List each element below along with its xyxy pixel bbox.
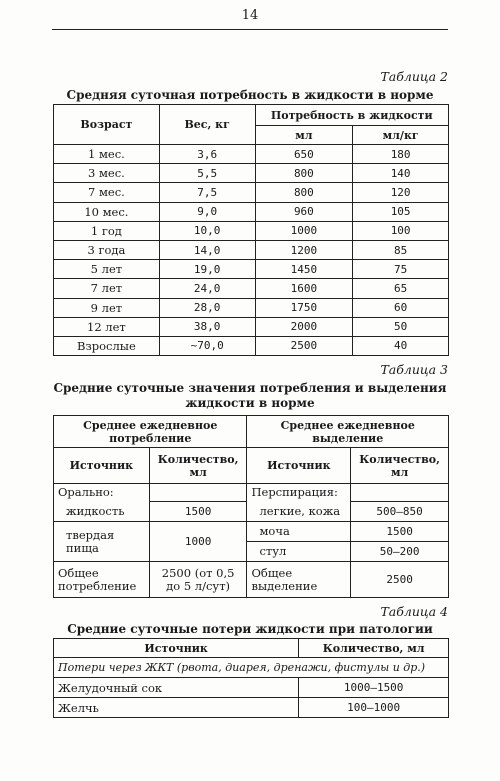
table-row	[54, 240, 449, 259]
table3-oral: Орально:	[54, 484, 150, 502]
table3-liquid-value: 1500	[149, 502, 247, 522]
table2-cell-ml: 800	[255, 164, 353, 183]
table2-cell-mlkg: 100	[353, 221, 449, 240]
table3-title-line2: жидкости в норме	[185, 396, 315, 410]
table2-body	[54, 145, 449, 356]
table2-cell-age: 12 лет	[54, 317, 160, 336]
table2-cell-ml: 800	[255, 183, 353, 202]
table3-label: Таблица 3	[380, 362, 448, 377]
page-number: 14	[241, 8, 259, 23]
table2-cell-ml: 2000	[255, 317, 353, 336]
table2-cell-ml: 1000	[255, 221, 353, 240]
table3-total-output-value: 2500	[351, 562, 449, 598]
table2-cell-mlkg: 75	[353, 260, 449, 279]
table2-cell-mlkg: 105	[353, 202, 449, 221]
table-row	[54, 279, 449, 298]
table2-cell-age: Взрослые	[54, 336, 160, 355]
table2-cell-age: 7 мес.	[54, 183, 160, 202]
table2-cell-mlkg: 140	[353, 164, 449, 183]
table2-cell-weight: 10,0	[159, 221, 255, 240]
table3-title-line1: Средние суточные значения потребления и выделения	[53, 381, 447, 395]
table3-urine: моча	[247, 522, 351, 542]
table4	[53, 638, 449, 718]
table2-cell-weight: 14,0	[159, 240, 255, 259]
table-row	[54, 317, 449, 336]
table2-cell-mlkg: 40	[353, 336, 449, 355]
table-row	[54, 698, 449, 718]
table2-cell-age: 1 мес.	[54, 145, 160, 164]
table2-header-need: Потребность в жидкости	[255, 105, 448, 126]
table-row	[54, 298, 449, 317]
table2-cell-age: 1 год	[54, 221, 160, 240]
table2-cell-weight: 28,0	[159, 298, 255, 317]
table-row	[54, 678, 449, 698]
table-row	[54, 164, 449, 183]
table3-header-source-intake: Источник	[54, 448, 150, 484]
table2-cell-ml: 1600	[255, 279, 353, 298]
table3-solid-value: 1000	[149, 522, 247, 562]
table3-stool-value: 50–200	[351, 542, 449, 562]
table3-perspiration: Перспирация:	[247, 484, 351, 502]
header-rule	[52, 29, 448, 30]
table2-cell-ml: 1450	[255, 260, 353, 279]
table2-cell-mlkg: 50	[353, 317, 449, 336]
table2-cell-weight: ~70,0	[159, 336, 255, 355]
table4-body	[54, 678, 449, 718]
table2-cell-age: 3 года	[54, 240, 160, 259]
table3-stool: стул	[247, 542, 351, 562]
table4-cell-source: Желудочный сок	[54, 678, 299, 698]
table2-cell-age: 5 лет	[54, 260, 160, 279]
table2-cell-weight: 5,5	[159, 164, 255, 183]
table2-cell-weight: 7,5	[159, 183, 255, 202]
table3-urine-value: 1500	[351, 522, 449, 542]
table2-header-mlkg: мл/кг	[353, 126, 449, 145]
table2-cell-age: 7 лет	[54, 279, 160, 298]
table3-total-intake: Общее потребление	[54, 562, 150, 598]
table2-header-ml: мл	[255, 126, 353, 145]
table4-label: Таблица 4	[380, 604, 448, 619]
table3-total-output: Общее выделение	[247, 562, 351, 598]
table2-cell-weight: 38,0	[159, 317, 255, 336]
table-row	[54, 183, 449, 202]
table2-cell-ml: 960	[255, 202, 353, 221]
table3-header-source-output: Источник	[247, 448, 351, 484]
table2-cell-mlkg: 85	[353, 240, 449, 259]
table2-cell-weight: 9,0	[159, 202, 255, 221]
table2-header-age: Возраст	[54, 105, 160, 145]
table3-solid: твердая пища	[54, 522, 150, 562]
table3-liquid: жидкость	[54, 502, 150, 522]
table3-lungs-skin-value: 500–850	[351, 502, 449, 522]
table2-title: Средняя суточная потребность в жидкости в норме	[66, 88, 434, 102]
table2-cell-age: 10 мес.	[54, 202, 160, 221]
table3-total-intake-value: 2500 (от 0,5 до 5 л/сут)	[149, 562, 247, 598]
table3-lungs-skin: легкие, кожа	[247, 502, 351, 522]
table2-cell-ml: 1200	[255, 240, 353, 259]
table3-header-amount-intake: Количество, мл	[149, 448, 247, 484]
table4-cell-amount: 100–1000	[299, 698, 449, 718]
table2-cell-mlkg: 65	[353, 279, 449, 298]
table2-cell-ml: 650	[255, 145, 353, 164]
table2-cell-ml: 2500	[255, 336, 353, 355]
table-row	[54, 145, 449, 164]
table-row	[54, 202, 449, 221]
table2-cell-weight: 19,0	[159, 260, 255, 279]
table4-title: Средние суточные потери жидкости при патологии	[67, 622, 433, 636]
table2-cell-ml: 1750	[255, 298, 353, 317]
table2-cell-weight: 3,6	[159, 145, 255, 164]
table4-group-gi: Потери через ЖКТ (рвота, диарея, дренажи, фистулы и др.)	[54, 658, 449, 678]
table2-cell-mlkg: 60	[353, 298, 449, 317]
table3	[53, 415, 449, 598]
table2-cell-mlkg: 120	[353, 183, 449, 202]
table4-header-amount: Количество, мл	[299, 639, 449, 658]
table2-cell-weight: 24,0	[159, 279, 255, 298]
table3-perspiration-blank	[351, 484, 449, 502]
table3-oral-blank	[149, 484, 247, 502]
table3-header-amount-output: Количество, мл	[351, 448, 449, 484]
table2-label: Таблица 2	[380, 69, 448, 84]
table-row	[54, 336, 449, 355]
table4-cell-source: Желчь	[54, 698, 299, 718]
table2-header-weight: Вес, кг	[159, 105, 255, 145]
table-row	[54, 221, 449, 240]
table4-cell-amount: 1000–1500	[299, 678, 449, 698]
table2-cell-age: 9 лет	[54, 298, 160, 317]
table2-cell-mlkg: 180	[353, 145, 449, 164]
table2-cell-age: 3 мес.	[54, 164, 160, 183]
table4-header-source: Источник	[54, 639, 299, 658]
table-row	[54, 260, 449, 279]
table3-header-intake: Среднее ежедневное потребление	[54, 416, 247, 448]
table3-header-output: Среднее ежедневное выделение	[247, 416, 449, 448]
table2	[53, 104, 449, 356]
